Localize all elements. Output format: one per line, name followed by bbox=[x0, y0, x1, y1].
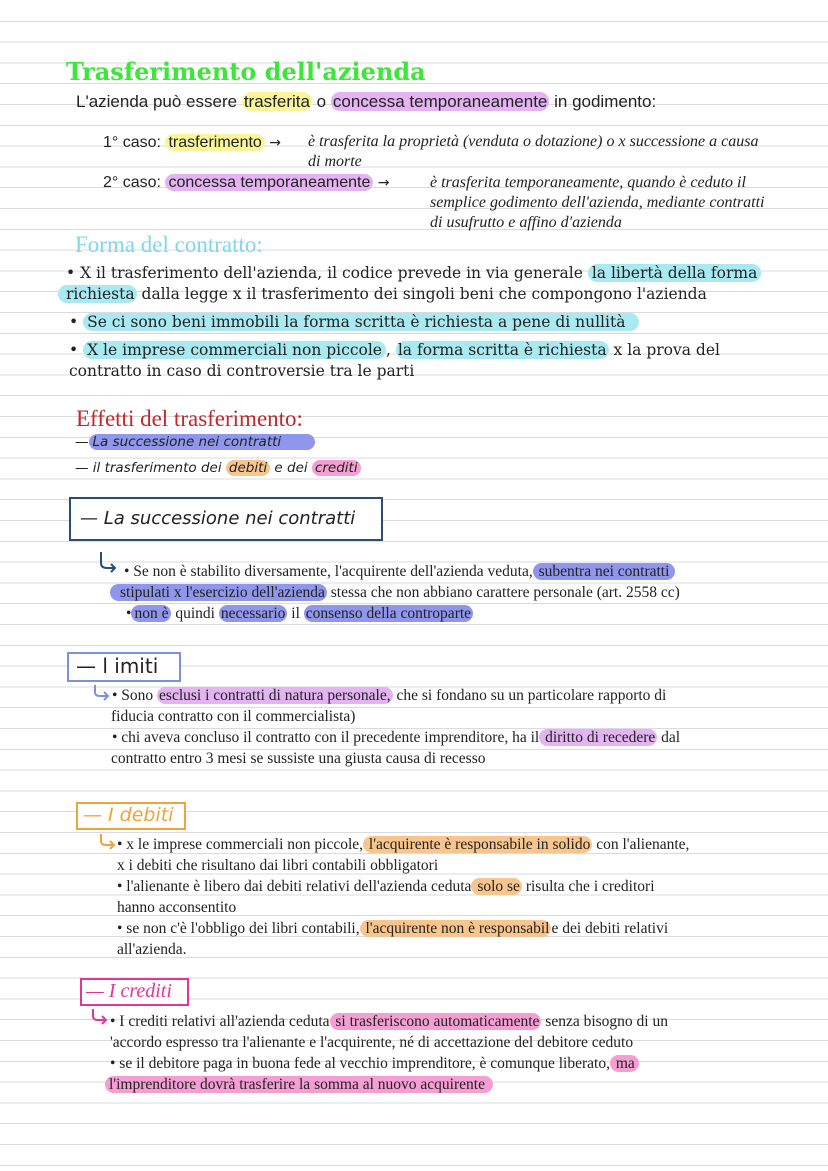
highlight-imprenditore-trasferire: l'imprenditore dovrà trasferire la somma al nuovo acquirente bbox=[105, 1076, 493, 1093]
highlight-forma-richiesta: richiesta bbox=[58, 285, 137, 303]
crediti-p1-line2: 'accordo espresso tra l'alienante e l'acquirente, né di accettazione del debitore ceduto bbox=[110, 1034, 634, 1051]
highlight-trasferita: trasferita bbox=[243, 92, 310, 111]
highlight-forma-scritta: la forma scritta è richiesta bbox=[397, 341, 607, 359]
forma-b1-post: dalla legge x il trasferimento dei singoli beni che compongono l'azienda bbox=[136, 285, 707, 303]
arrow-icon: → bbox=[377, 175, 390, 191]
highlight-trasferiscono: si trasferiscono automaticamente bbox=[331, 1013, 540, 1030]
effetti-item-1 bbox=[75, 434, 315, 450]
debiti-p1-pre: • x le imprese commerciali non piccole, bbox=[117, 836, 364, 853]
intro-after: in godimento: bbox=[549, 92, 657, 111]
debiti-p1-post: con l'alienante, bbox=[592, 836, 690, 853]
highlight-case1-keyword: trasferimento bbox=[165, 134, 264, 151]
case2-label: 2° caso: bbox=[103, 174, 166, 191]
case1-text-1: è trasferita la proprietà (venduta o dotazione) o x successione a causa bbox=[308, 133, 759, 150]
forma-bullet-3-line2: contratto in caso di controversie tra le parti bbox=[69, 362, 415, 380]
bullet-icon: • bbox=[69, 341, 79, 359]
highlight-consenso: consenso della controparte bbox=[305, 605, 472, 622]
limiti-p1-line2: fiducia contratto con il commercialista) bbox=[111, 708, 356, 725]
limiti-p1-post: che si fondano su un particolare rapporto di bbox=[392, 687, 667, 704]
hook-arrow-icon bbox=[90, 1008, 110, 1026]
highlight-subentra: subentra nei contratti bbox=[533, 563, 676, 580]
effetti-heading: Effetti del trasferimento: bbox=[76, 406, 303, 431]
highlight-stipulati: stipulati x l'esercizio dell'azienda bbox=[110, 584, 327, 601]
hook-arrow-icon bbox=[98, 550, 118, 574]
highlight-non-responsabile: l'acquirente non è responsabil bbox=[361, 920, 550, 937]
highlight-diritto-recedere: diritto di recedere bbox=[541, 729, 656, 746]
hook-arrow-icon bbox=[92, 684, 112, 702]
forma-b1-text: • X il trasferimento dell'azienda, il codice prevede in via generale bbox=[66, 264, 588, 282]
crediti-p2-line2 bbox=[105, 1076, 493, 1094]
forma-b3-post: x la prova del bbox=[608, 341, 720, 359]
limiti-p1 bbox=[112, 687, 666, 705]
successione-p2-mid1: quindi bbox=[171, 605, 219, 622]
page-title: Trasferimento dell'azienda bbox=[66, 57, 426, 86]
effetti-item2-pre: il trasferimento dei bbox=[92, 460, 226, 476]
debiti-box-title: — I debiti bbox=[83, 804, 174, 826]
crediti-p2-pre: • se il debitore paga in buona fede al vecchio imprenditore, è comunque liberato, bbox=[110, 1055, 610, 1072]
successione-box-title: — La successione nei contratti bbox=[80, 508, 356, 529]
intro-o: o bbox=[311, 92, 331, 111]
highlight-case2-keyword: concessa temporaneamente bbox=[165, 174, 373, 191]
debiti-p3-post: e dei debiti relativi bbox=[551, 920, 669, 937]
forma-bullet-1-line2 bbox=[58, 285, 707, 303]
limiti-p1-pre: • Sono bbox=[112, 687, 158, 704]
crediti-p2 bbox=[110, 1055, 639, 1073]
case1-text-2: di morte bbox=[308, 153, 362, 170]
forma-heading: Forma del contratto: bbox=[75, 232, 263, 257]
case1-label-line bbox=[103, 134, 281, 152]
highlight-non-e: non è bbox=[131, 605, 171, 622]
case2-text-1: è trasferita temporaneamente, quando è ceduto il bbox=[430, 174, 746, 191]
debiti-p2-line2: hanno acconsentito bbox=[117, 899, 237, 916]
successione-p1 bbox=[124, 563, 675, 581]
forma-bullet-1 bbox=[66, 264, 761, 282]
highlight-debiti: debiti bbox=[226, 460, 270, 476]
effetti-item2-mid: e dei bbox=[270, 460, 312, 476]
effetti-item-2 bbox=[75, 460, 361, 476]
highlight-crediti: crediti bbox=[312, 460, 361, 476]
crediti-p1-post: senza bisogno di un bbox=[541, 1013, 668, 1030]
bullet-icon: • bbox=[126, 605, 132, 622]
crediti-p1-pre: • I crediti relativi all'azienda ceduta bbox=[110, 1013, 330, 1030]
highlight-forma-imprese: X le imprese commerciali non piccole bbox=[83, 341, 386, 359]
dash: — bbox=[75, 434, 89, 450]
limiti-p2 bbox=[112, 729, 680, 747]
highlight-responsabile-solido: l'acquirente è responsabile in solido bbox=[365, 836, 591, 853]
successione-p1-pre: • Se non è stabilito diversamente, l'acquirente dell'azienda veduta, bbox=[124, 563, 533, 580]
debiti-p2-post: risulta che i creditori bbox=[521, 878, 655, 895]
limiti-p2-pre: • chi aveva concluso il contratto con il precedente imprenditore, ha il bbox=[112, 729, 540, 746]
hook-arrow-icon bbox=[98, 833, 118, 851]
highlight-concessa: concessa temporaneamente bbox=[332, 92, 548, 111]
forma-b3-comma: , bbox=[385, 341, 396, 359]
highlight-ma: ma bbox=[610, 1055, 639, 1072]
forma-bullet-2 bbox=[69, 313, 639, 331]
debiti-p1 bbox=[117, 836, 689, 854]
case2-text-2: semplice godimento dell'azienda, mediante contratti bbox=[430, 194, 765, 211]
debiti-p3 bbox=[117, 920, 668, 938]
crediti-box-title: — I crediti bbox=[86, 980, 172, 1002]
case2-label-line bbox=[103, 174, 390, 192]
highlight-forma-immobili: Se ci sono beni immobili la forma scritta è richiesta a pene di nullità bbox=[83, 313, 639, 331]
arrow-icon: → bbox=[269, 135, 281, 151]
limiti-p2-line2: contratto entro 3 mesi se sussiste una giusta causa di recesso bbox=[111, 750, 486, 767]
case1-label: 1° caso: bbox=[103, 134, 166, 151]
intro-line bbox=[76, 92, 656, 112]
debiti-p2-pre: • l'alienante è libero dai debiti relativi dell'azienda ceduta bbox=[117, 878, 472, 895]
forma-bullet-3 bbox=[69, 341, 720, 359]
highlight-effetti-successione: La successione nei contratti bbox=[89, 434, 316, 450]
debiti-p3-pre: • se non c'è l'obbligo dei libri contabili, bbox=[117, 920, 360, 937]
successione-p2-mid2: il bbox=[287, 605, 304, 622]
limiti-p2-post: dal bbox=[657, 729, 681, 746]
highlight-forma-liberta: la libertà della forma bbox=[588, 264, 762, 282]
debiti-p2 bbox=[117, 878, 655, 896]
successione-p1-line2 bbox=[110, 584, 680, 602]
highlight-esclusi: esclusi i contratti di natura personale, bbox=[159, 687, 391, 704]
dash: — bbox=[75, 460, 89, 476]
highlight-solo-se: solo se bbox=[473, 878, 520, 895]
debiti-p1-line2: x i debiti che risultano dai libri contabili obbligatori bbox=[117, 857, 439, 874]
successione-p1-post: stessa che non abbiano carattere personale (art. 2558 cc) bbox=[326, 584, 680, 601]
highlight-necessario: necessario bbox=[220, 605, 286, 622]
successione-p2 bbox=[126, 605, 473, 623]
limiti-box-title: — l imiti bbox=[76, 654, 159, 678]
case2-text-3: di usufrutto e affino d'azienda bbox=[430, 214, 622, 231]
bullet-icon: • bbox=[69, 313, 79, 331]
crediti-p1 bbox=[110, 1013, 668, 1031]
debiti-p3-line2: all'azienda. bbox=[117, 941, 187, 958]
intro-before: L'azienda può essere bbox=[76, 92, 242, 111]
